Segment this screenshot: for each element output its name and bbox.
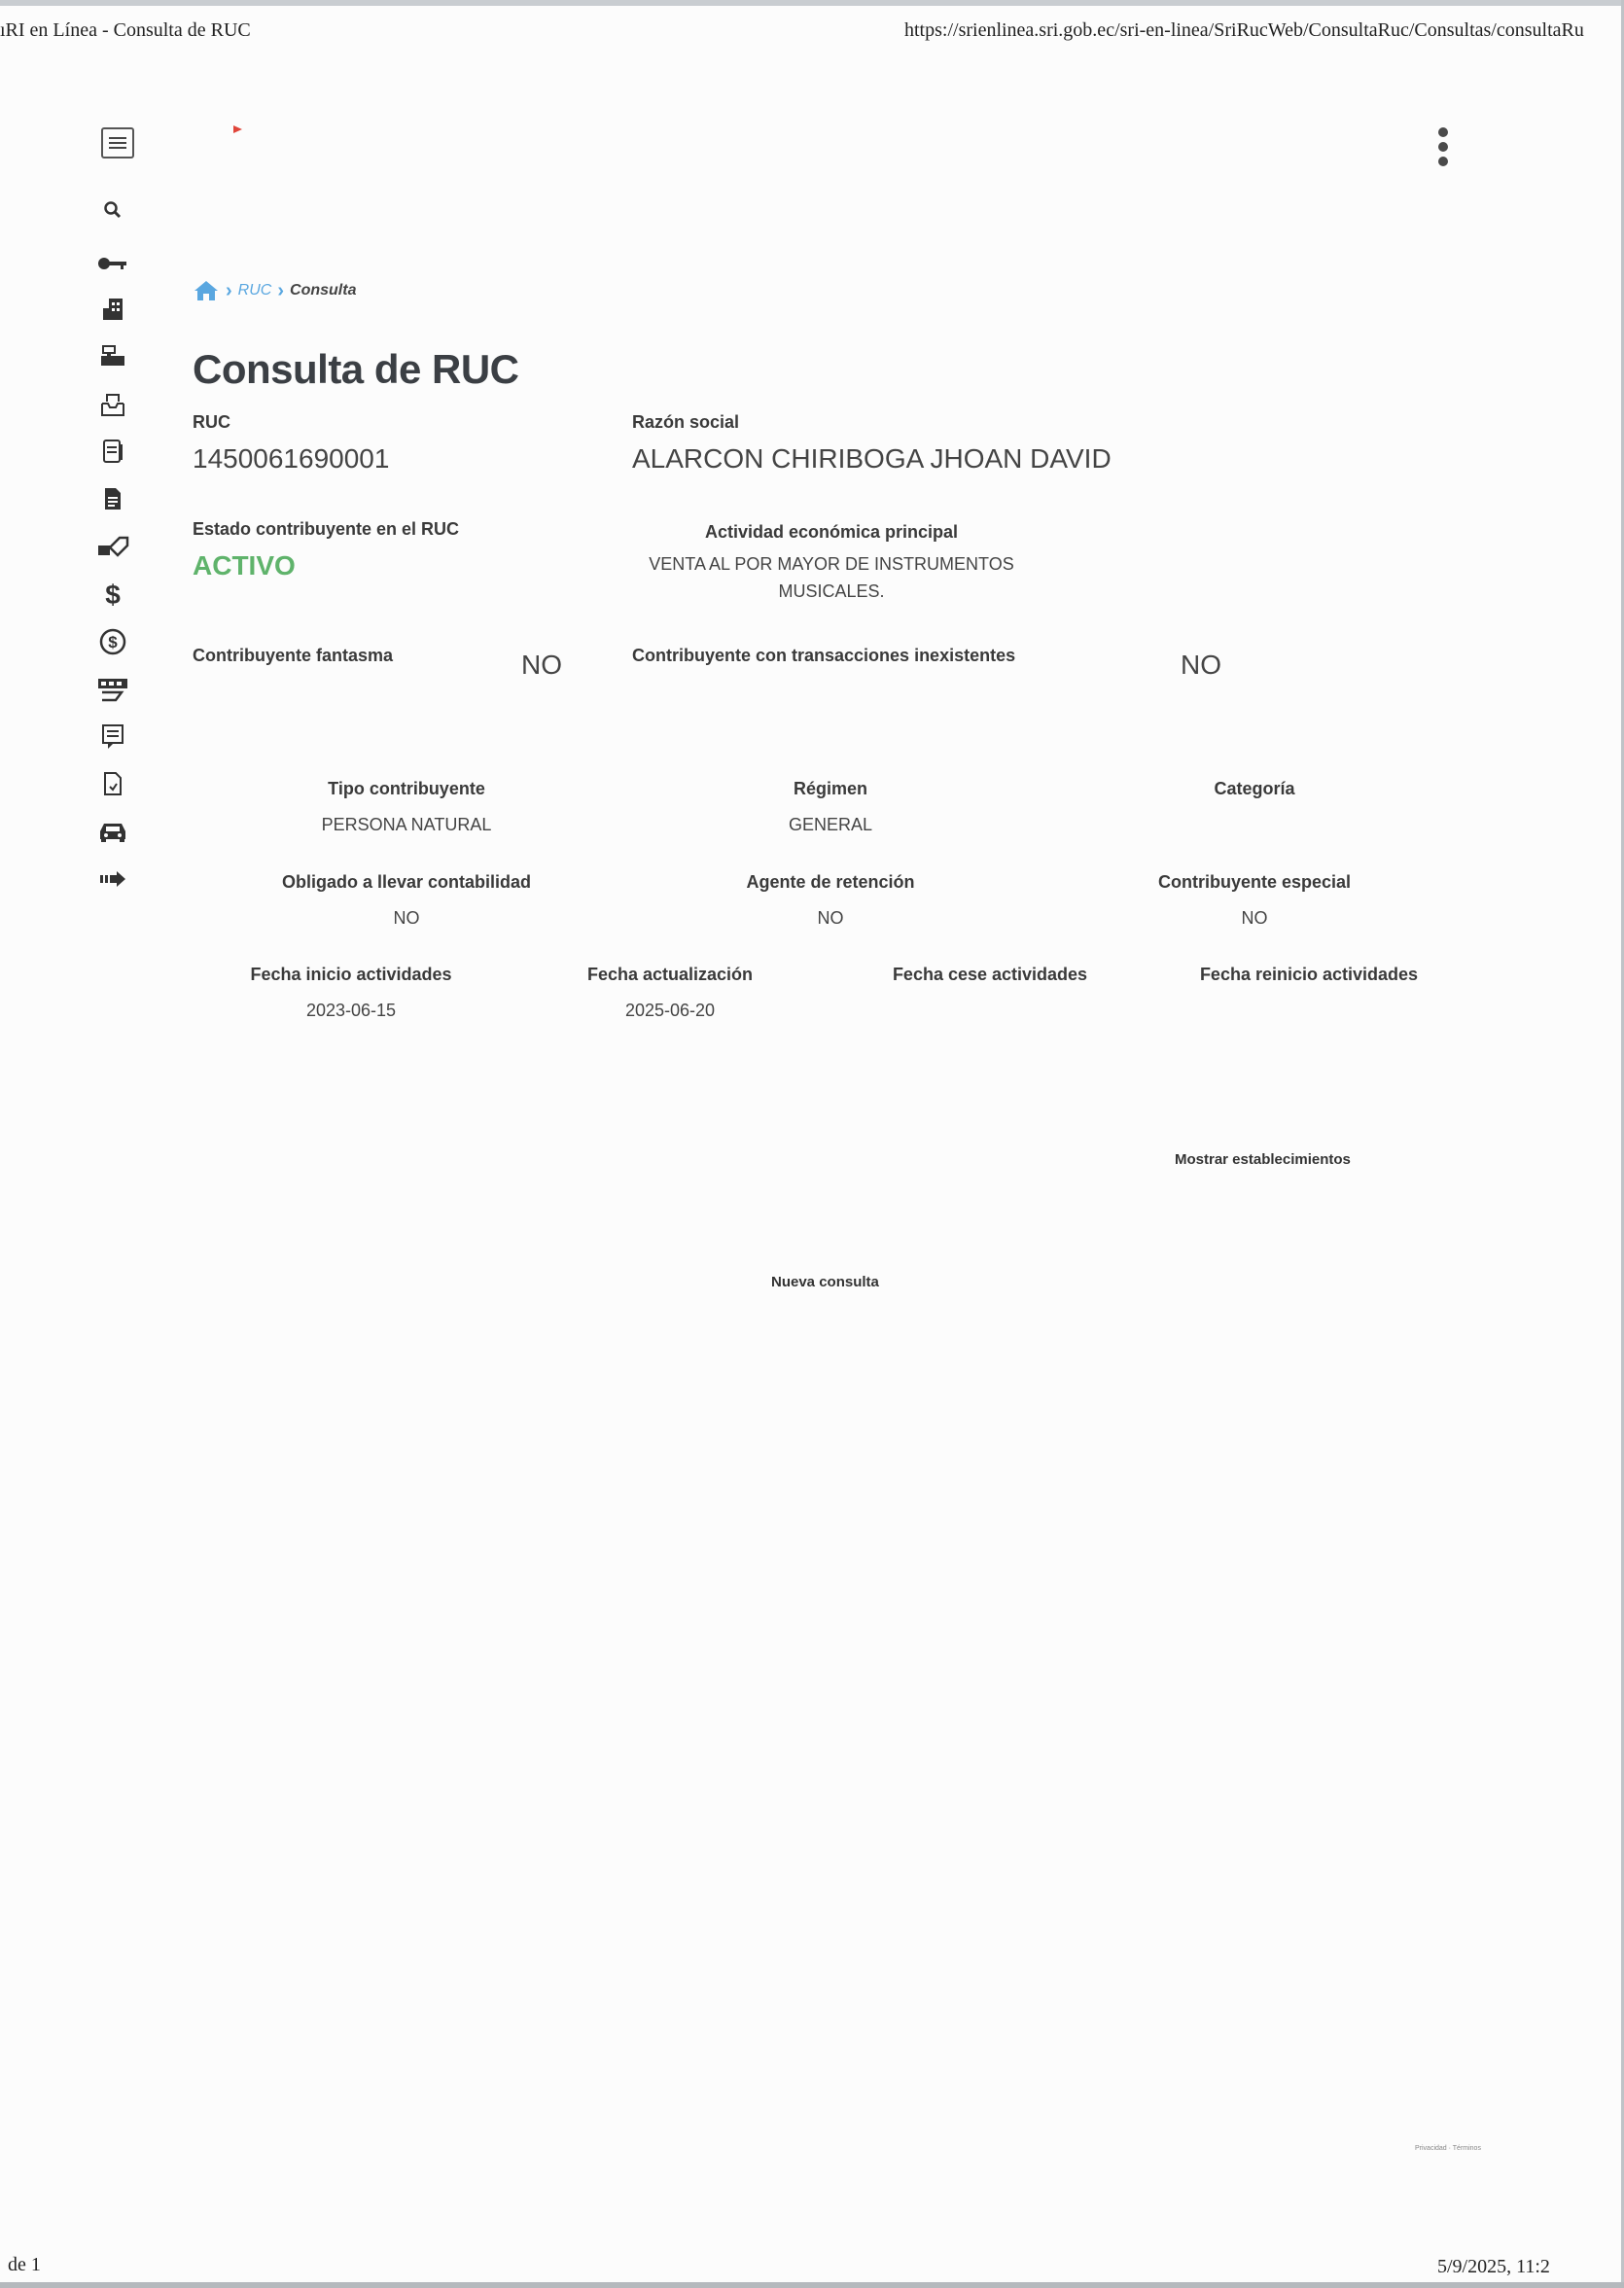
fecha-actualizacion (505, 965, 835, 1021)
building-icon (101, 297, 124, 322)
kebab-menu-button[interactable] (1433, 124, 1453, 171)
transacciones-value: NO (1181, 650, 1221, 680)
breadcrumb (193, 276, 356, 305)
sidebar-key[interactable] (95, 248, 130, 279)
chevron-right-icon: › (226, 279, 232, 301)
mostrar-establecimientos-button[interactable]: Mostrar establecimientos (1175, 1151, 1351, 1168)
regimen-value: GENERAL (788, 815, 873, 834)
especial-label: Contribuyente especial (1157, 872, 1352, 892)
sidebar-card-payment[interactable] (95, 674, 130, 705)
estado-value: ACTIVO (193, 550, 296, 581)
hand-tag-icon (96, 534, 129, 559)
fecha-inicio (186, 965, 516, 1021)
sidebar-cash-register[interactable] (95, 340, 130, 371)
file-check-icon (102, 771, 124, 796)
brand-mark (233, 125, 242, 133)
ruc-value: 1450061690001 (193, 443, 390, 474)
svg-text:$: $ (108, 633, 118, 651)
agente-value: NO (817, 908, 844, 928)
footer-links[interactable]: Privacidad · Términos (1415, 2145, 1481, 2152)
print-datetime: 5/9/2025, 11:2 (1437, 2256, 1550, 2277)
actividad-label: Actividad económica principal (704, 522, 959, 542)
card-payment-icon (96, 677, 129, 702)
print-page-number: de 1 (8, 2254, 41, 2275)
obligado-label: Obligado a llevar contabilidad (281, 872, 532, 892)
fecha-inicio-label: Fecha inicio actividades (250, 965, 452, 984)
search-icon (103, 200, 123, 220)
razon-social-value: ALARCON CHIRIBOGA JHOAN DAVID (632, 443, 1112, 474)
sidebar-building[interactable] (95, 294, 130, 325)
kebab-dot-icon (1438, 157, 1448, 166)
menu-button[interactable] (101, 127, 134, 158)
document-icon (103, 486, 123, 511)
print-page-url: https://srienlinea.sri.gob.ec/sri-en-linea/SriRucWeb/ConsultaRuc/Consultas/consultaRu (904, 19, 1584, 41)
inbox-icon (99, 392, 126, 417)
breadcrumb-current: Consulta (290, 282, 357, 299)
key-icon (97, 256, 128, 271)
tipo-contribuyente-value: PERSONA NATURAL (321, 815, 492, 834)
sidebar-file-check[interactable] (95, 768, 130, 799)
tipo-contribuyente-label: Tipo contribuyente (328, 779, 485, 798)
contribuyente-especial (1089, 872, 1420, 929)
page-title: Consulta de RUC (193, 346, 519, 392)
chevron-right-icon: › (277, 279, 285, 301)
cash-register-icon (99, 344, 126, 368)
menu-icon (109, 136, 126, 150)
especial-value: NO (1241, 908, 1268, 928)
fantasma-label: Contribuyente fantasma (193, 646, 394, 665)
estado-label: Estado contribuyente en el RUC (193, 519, 460, 539)
car-icon (98, 820, 127, 843)
dollar-icon: $ (105, 580, 121, 610)
razon-social-label: Razón social (632, 412, 740, 432)
fecha-actualizacion-value: 2025-06-20 (624, 1001, 716, 1020)
sidebar-hand-tag[interactable] (95, 531, 130, 562)
home-icon[interactable] (193, 279, 220, 302)
sidebar-arrow[interactable] (95, 863, 130, 895)
sidebar-form[interactable] (95, 436, 130, 467)
sidebar-document[interactable] (95, 483, 130, 514)
actividad-value-line2: MUSICALES. (778, 581, 885, 601)
sidebar-car[interactable] (95, 816, 130, 847)
regimen (665, 779, 996, 835)
regimen-label: Régimen (793, 779, 868, 798)
kebab-dot-icon (1438, 127, 1448, 137)
fecha-cese (825, 965, 1155, 1001)
sidebar-message-form[interactable] (95, 722, 130, 753)
categoria-label: Categoría (1214, 779, 1295, 798)
tipo-contribuyente (241, 779, 572, 835)
transacciones-label: Contribuyente con transacciones inexistentes (632, 646, 1016, 665)
fantasma-value: NO (521, 650, 562, 680)
obligado-value: NO (393, 908, 420, 928)
dollar-circle-icon (98, 627, 127, 656)
fecha-inicio-value: 2023-06-15 (305, 1001, 397, 1020)
message-form-icon (100, 723, 125, 751)
fecha-reinicio-label: Fecha reinicio actividades (1199, 965, 1419, 984)
categoria (1089, 779, 1420, 815)
kebab-dot-icon (1438, 142, 1448, 152)
print-bottom-border (0, 2282, 1624, 2288)
fecha-cese-label: Fecha cese actividades (892, 965, 1088, 984)
sidebar-search[interactable] (95, 194, 130, 226)
sidebar-dollar[interactable] (95, 580, 130, 611)
sidebar-dollar-circle[interactable] (95, 626, 130, 657)
obligado-contabilidad (241, 872, 572, 929)
form-icon (102, 439, 124, 464)
print-top-border (0, 0, 1624, 6)
agente-retencion (665, 872, 996, 929)
fecha-reinicio (1144, 965, 1474, 1001)
fecha-actualizacion-label: Fecha actualización (586, 965, 754, 984)
ruc-label: RUC (193, 412, 230, 432)
actividad-value-line1: VENTA AL POR MAYOR DE INSTRUMENTOS (649, 554, 1014, 574)
agente-label: Agente de retención (746, 872, 915, 892)
arrow-right-icon (98, 870, 127, 888)
breadcrumb-link-ruc[interactable]: RUC (237, 282, 272, 299)
sidebar-inbox[interactable] (95, 389, 130, 420)
print-page-title: ıRI en Línea - Consulta de RUC (0, 19, 251, 41)
nueva-consulta-button[interactable]: Nueva consulta (771, 1274, 879, 1290)
